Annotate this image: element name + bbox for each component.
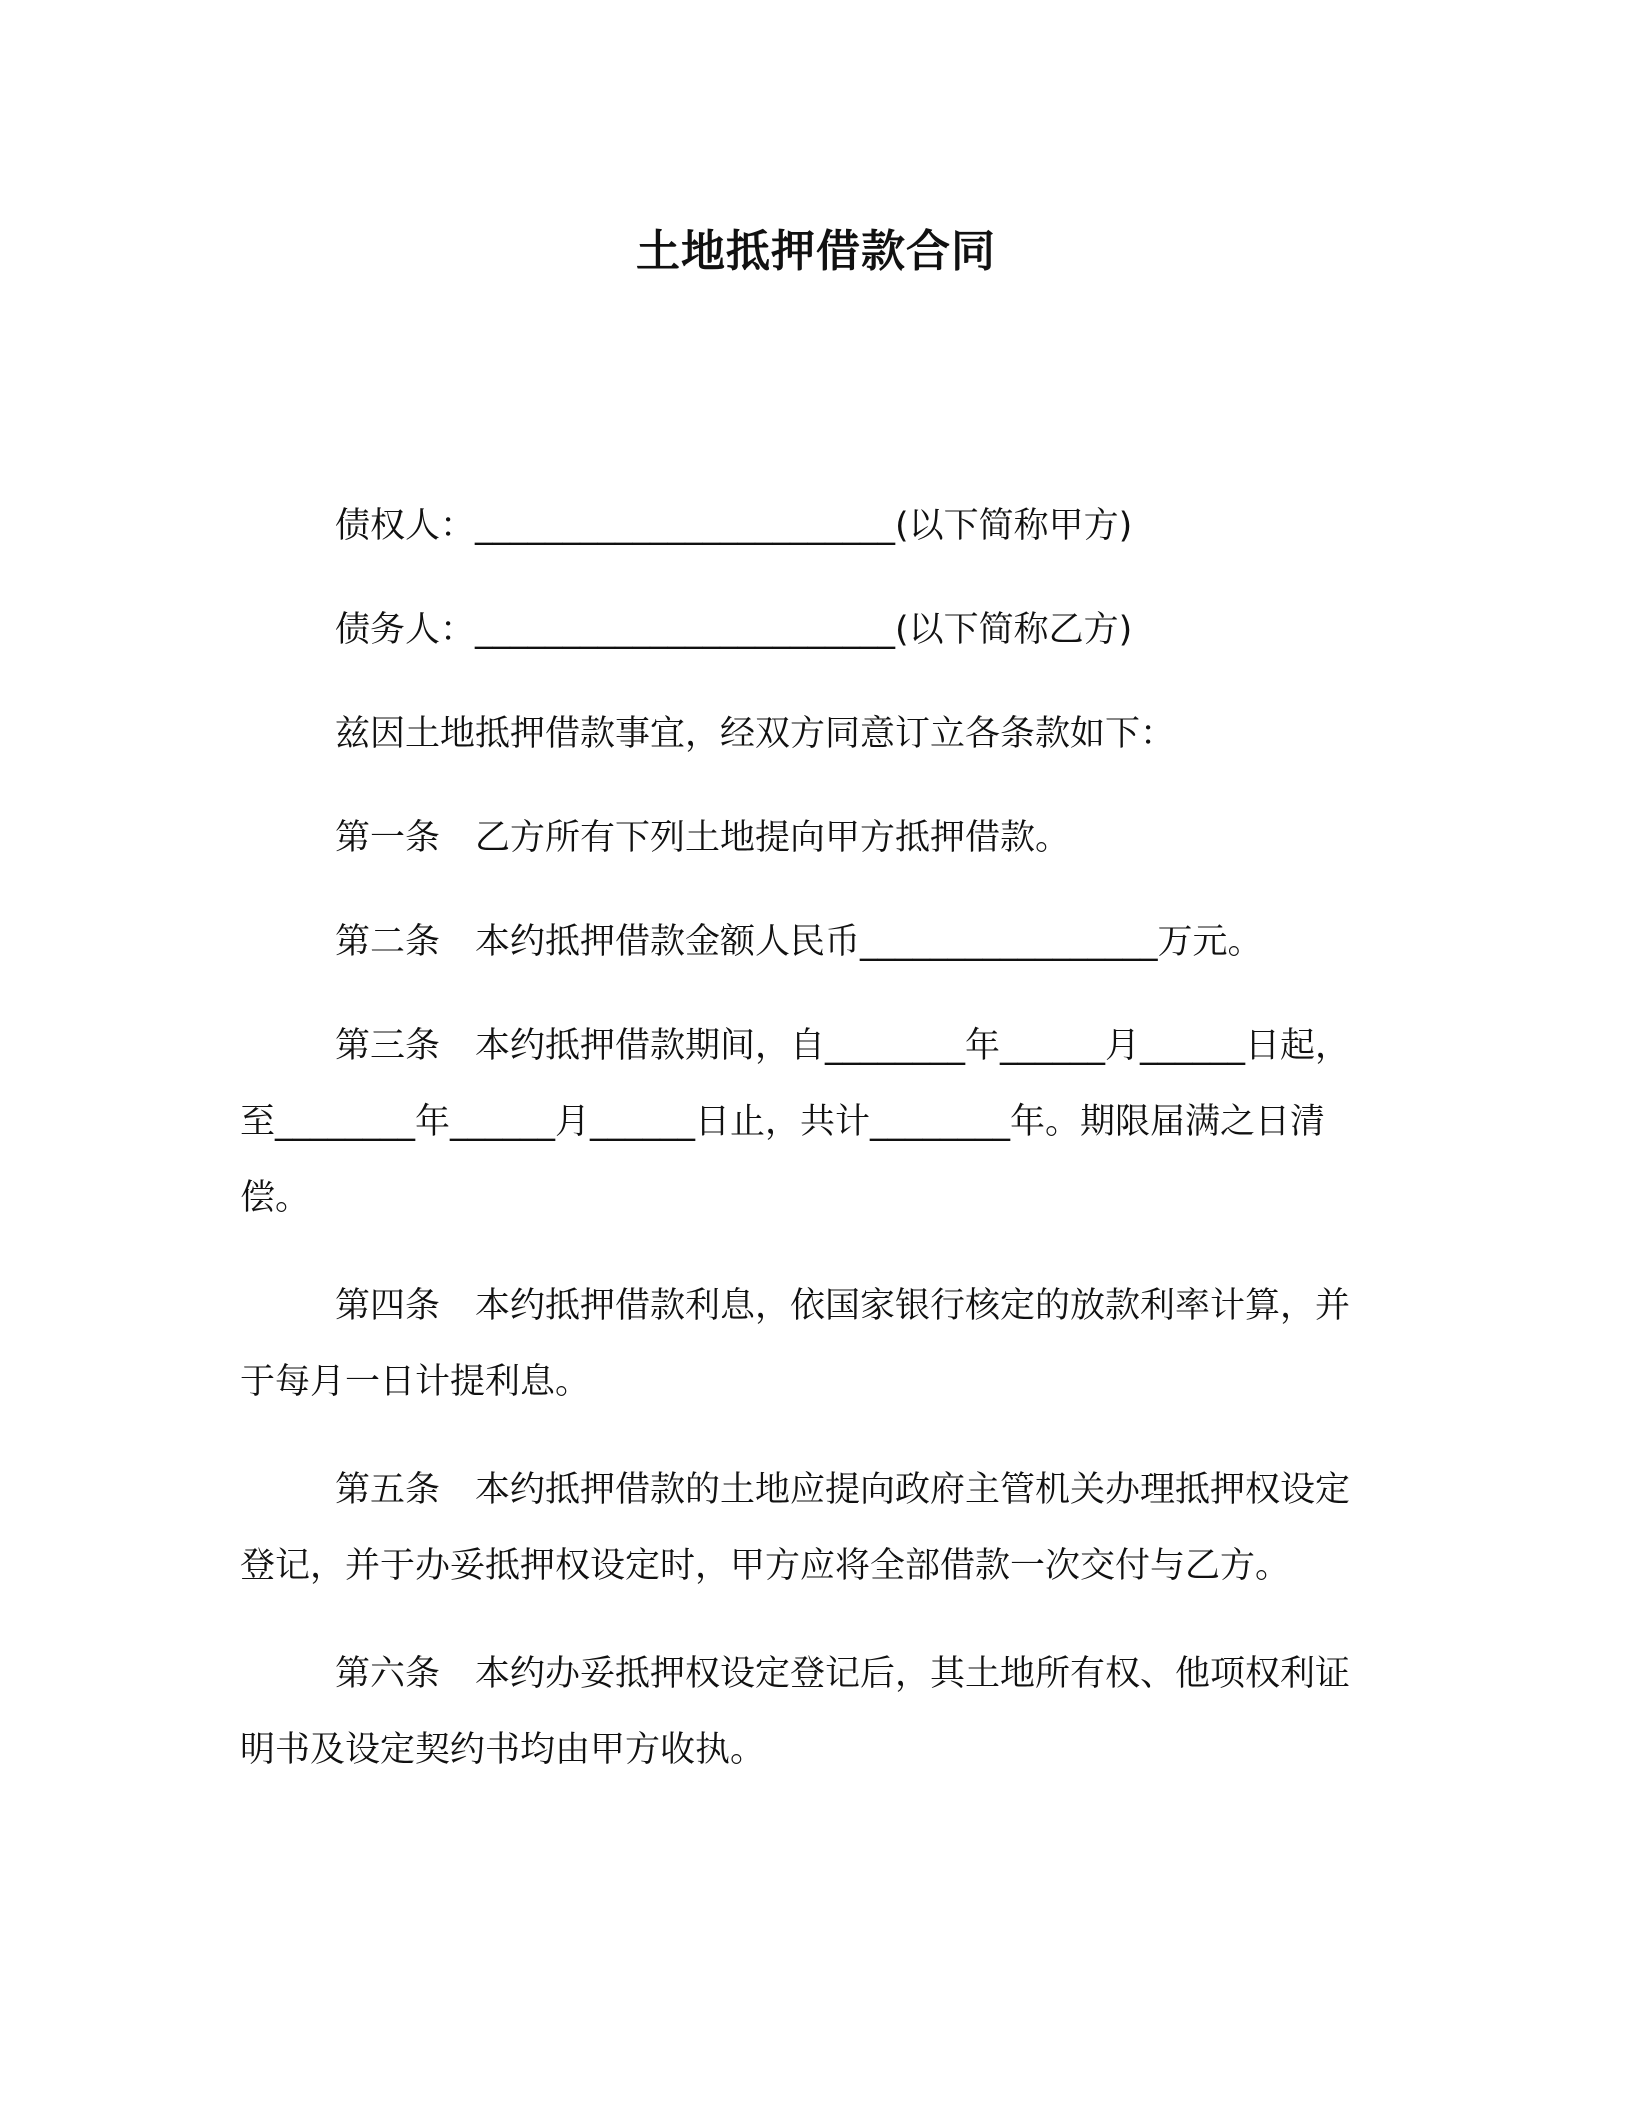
article-5-paragraph: 第五条 本约抵押借款的土地应提向政府主管机关办理抵押权设定登记，并于办妥抵押权设定时，甲方应将全部借款一次交付与乙方。	[240, 1470, 1351, 1586]
article-4-paragraph: 第四条 本约抵押借款利息，依国家银行核定的放款利率计算，并于每月一日计提利息。	[240, 1286, 1351, 1402]
article-6-paragraph: 第六条 本约办妥抵押权设定登记后，其土地所有权、他项权利证明书及设定契约书均由甲方收执。	[240, 1654, 1351, 1770]
preamble-paragraph: 兹因土地抵押借款事宜，经双方同意订立各条款如下：	[335, 714, 1176, 754]
creditor-line: 债权人：________________________(以下简称甲方)	[335, 506, 1133, 546]
article-2-paragraph: 第二条 本约抵押借款金额人民币_________________万元。	[335, 922, 1263, 962]
article-1-paragraph: 第一条 乙方所有下列土地提向甲方抵押借款。	[335, 818, 1071, 858]
document-title: 土地抵押借款合同	[636, 226, 996, 277]
debtor-line: 债务人：________________________(以下简称乙方)	[335, 610, 1133, 650]
article-3-paragraph: 第三条 本约抵押借款期间，自________年______月______日起，至________年______月______日止，共计________年。期限届满之日清偿。	[240, 1026, 1351, 1218]
document-body	[240, 488, 1380, 1788]
